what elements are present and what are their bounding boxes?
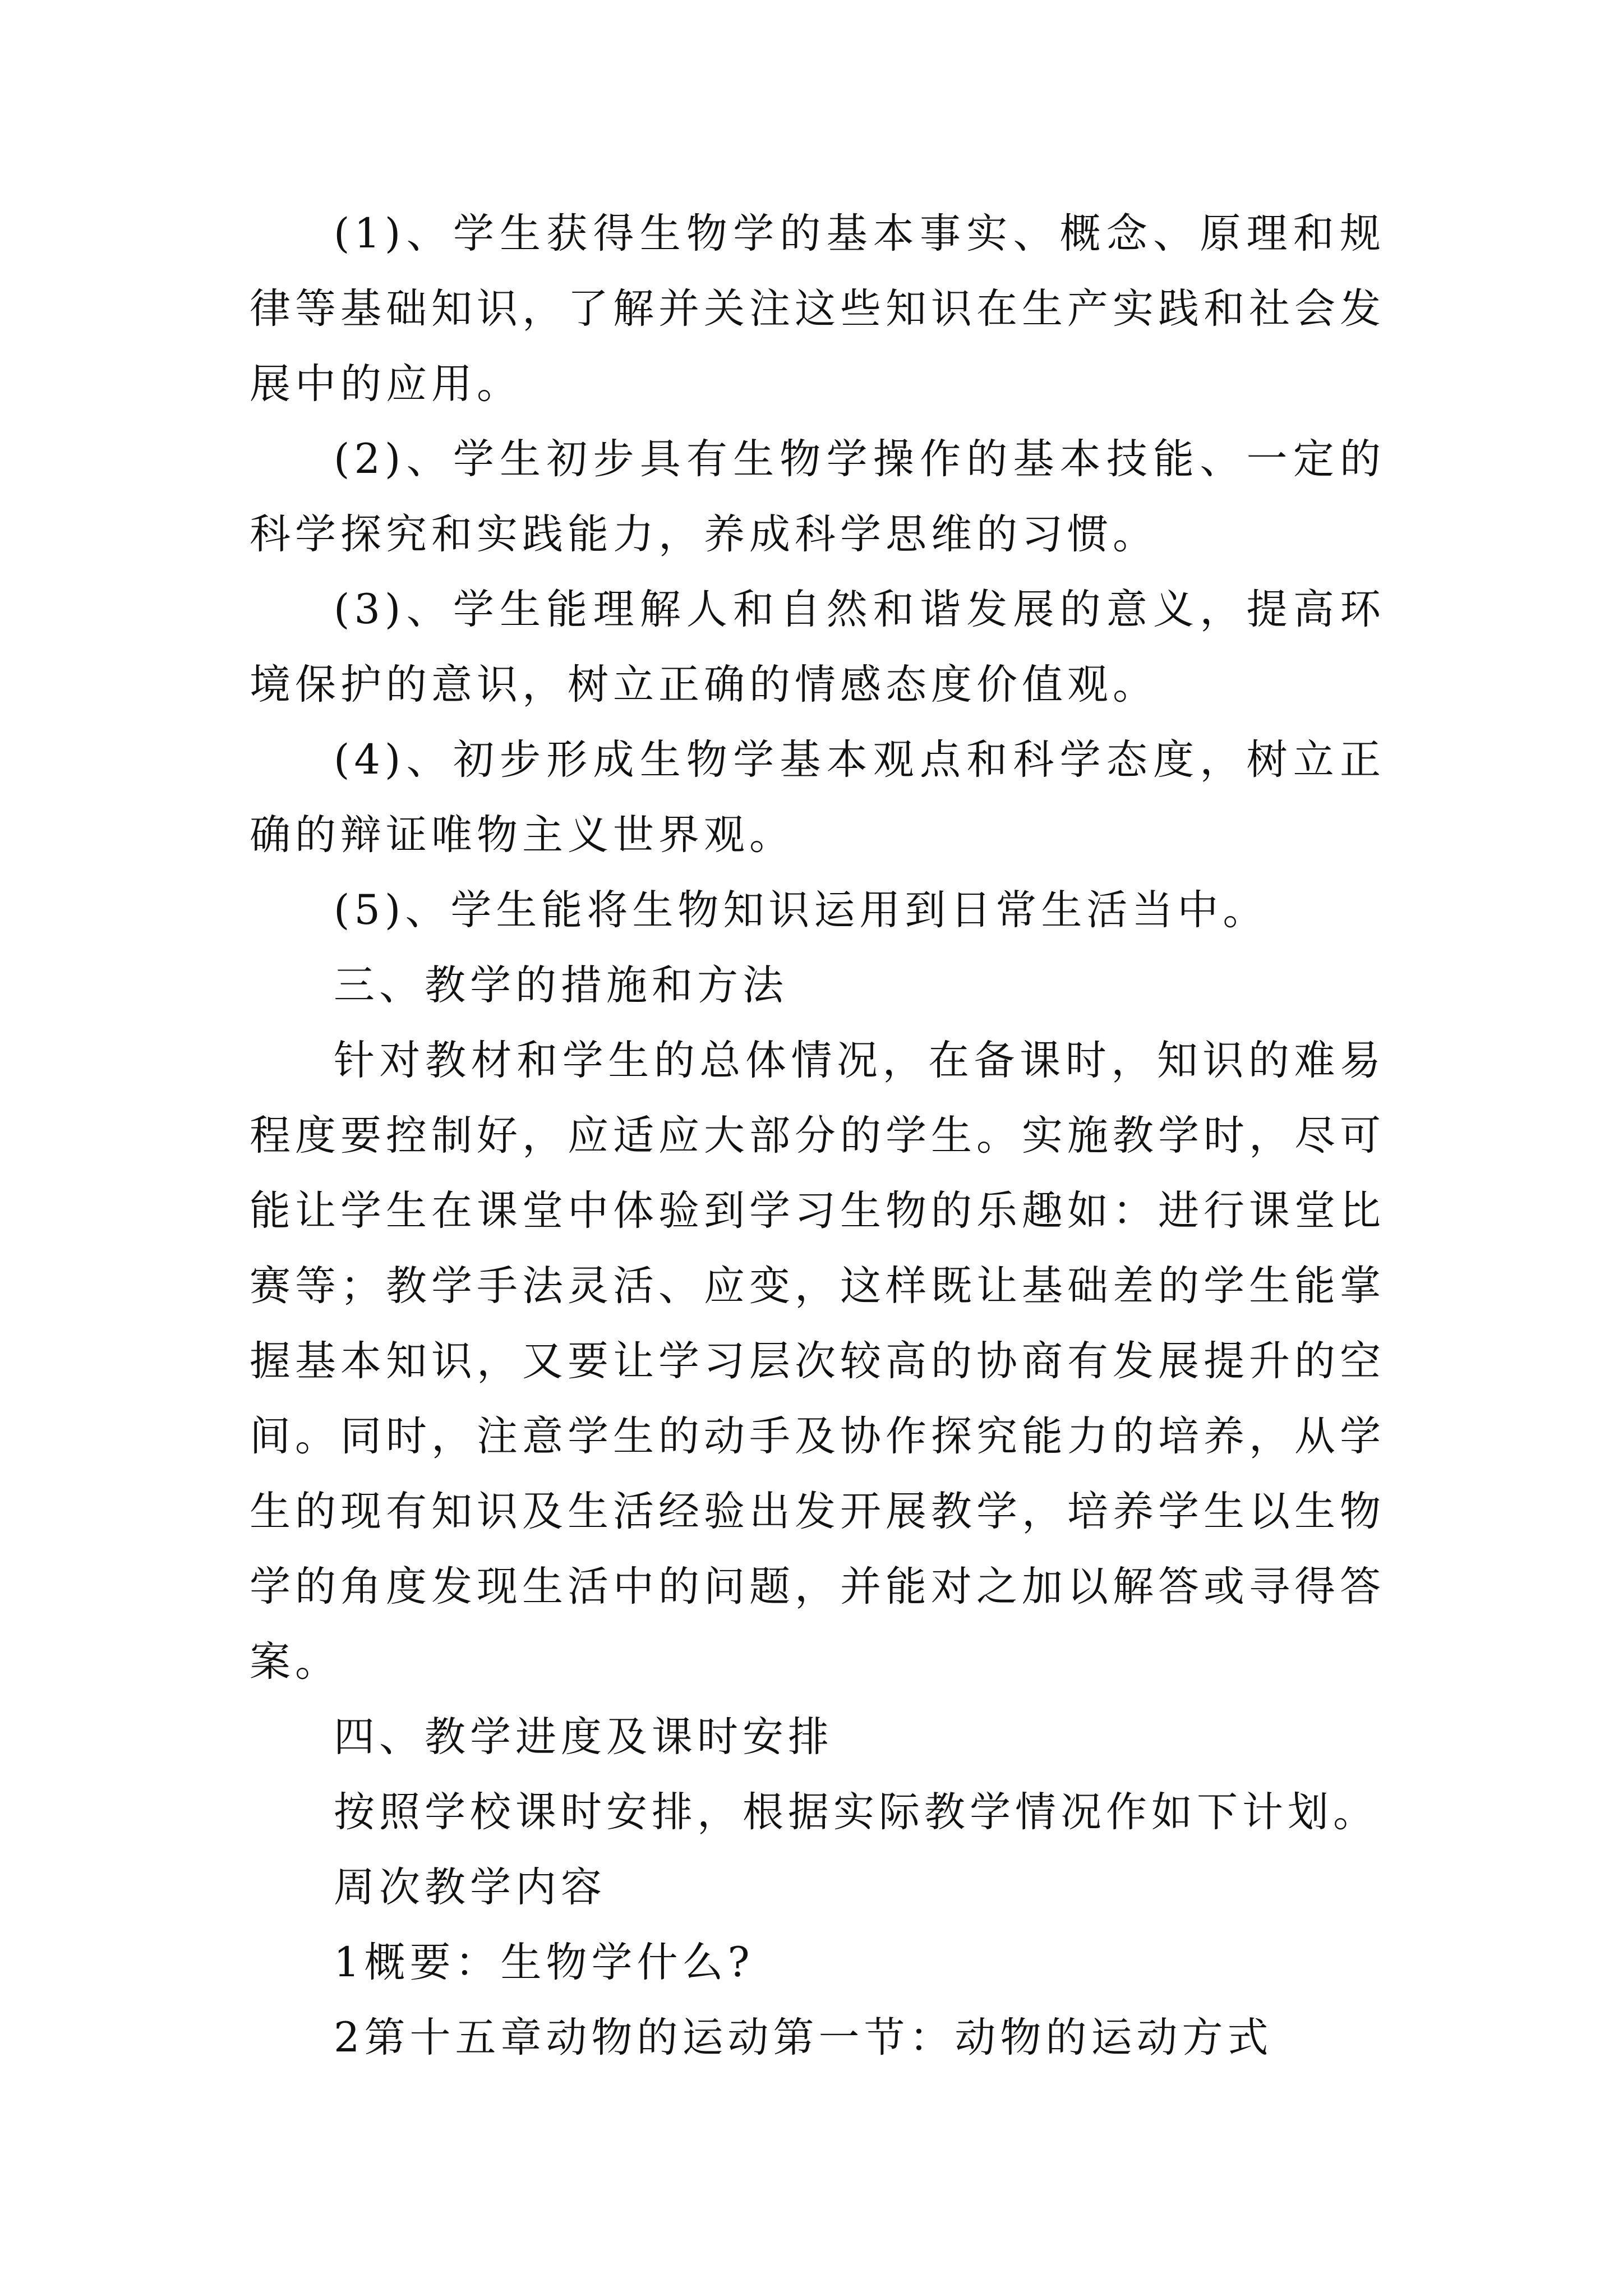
schedule-header-line: 周次教学内容 <box>334 1864 606 1911</box>
document-body <box>250 196 1385 2076</box>
section-4-heading: 四、教学进度及课时安排 <box>334 1713 833 1761</box>
section-3-heading: 三、教学的措施和方法 <box>334 961 788 1009</box>
objective-4-paragraph: (4)、初步形成生物学基本观点和科学态度，树立正确的辩证唯物主义世界观。 <box>250 736 1385 859</box>
schedule-week-1-line: 1概要：生物学什么? <box>334 1939 754 1986</box>
objective-2-paragraph: (2)、学生初步具有生物学操作的基本技能、一定的科学探究和实践能力，养成科学思维的习惯。 <box>250 435 1385 558</box>
objective-1-paragraph: (1)、学生获得生物学的基本事实、概念、原理和规律等基础知识，了解并关注这些知识在生产实践和社会发展中的应用。 <box>250 210 1385 408</box>
objective-5-paragraph: (5)、学生能将生物知识运用到日常生活当中。 <box>334 886 1269 934</box>
schedule-week-2-line: 2第十五章动物的运动第一节：动物的运动方式 <box>334 2014 1273 2062</box>
teaching-methods-paragraph: 针对教材和学生的总体情况，在备课时，知识的难易程度要控制好，应适应大部分的学生。实施教学时，尽可能让学生在课堂中体验到学习生物的乐趣如：进行课堂比赛等；教学手法灵活、应变，这样既让基础差的学生能掌握基本知识，又要让学习层次较高的协商有发展提升的空间。同时，注意学生的动手及协作探究能力的培养，从学生的现有知识及生活经验出发开展教学，培养学生以生物学的角度发现生活中的问题，并能对之加以解答或寻得答案。 <box>250 1037 1385 1686</box>
schedule-intro-paragraph: 按照学校课时安排，根据实际教学情况作如下计划。 <box>334 1788 1378 1836</box>
objective-3-paragraph: (3)、学生能理解人和自然和谐发展的意义，提高环境保护的意识，树立正确的情感态度价值观。 <box>250 586 1385 708</box>
